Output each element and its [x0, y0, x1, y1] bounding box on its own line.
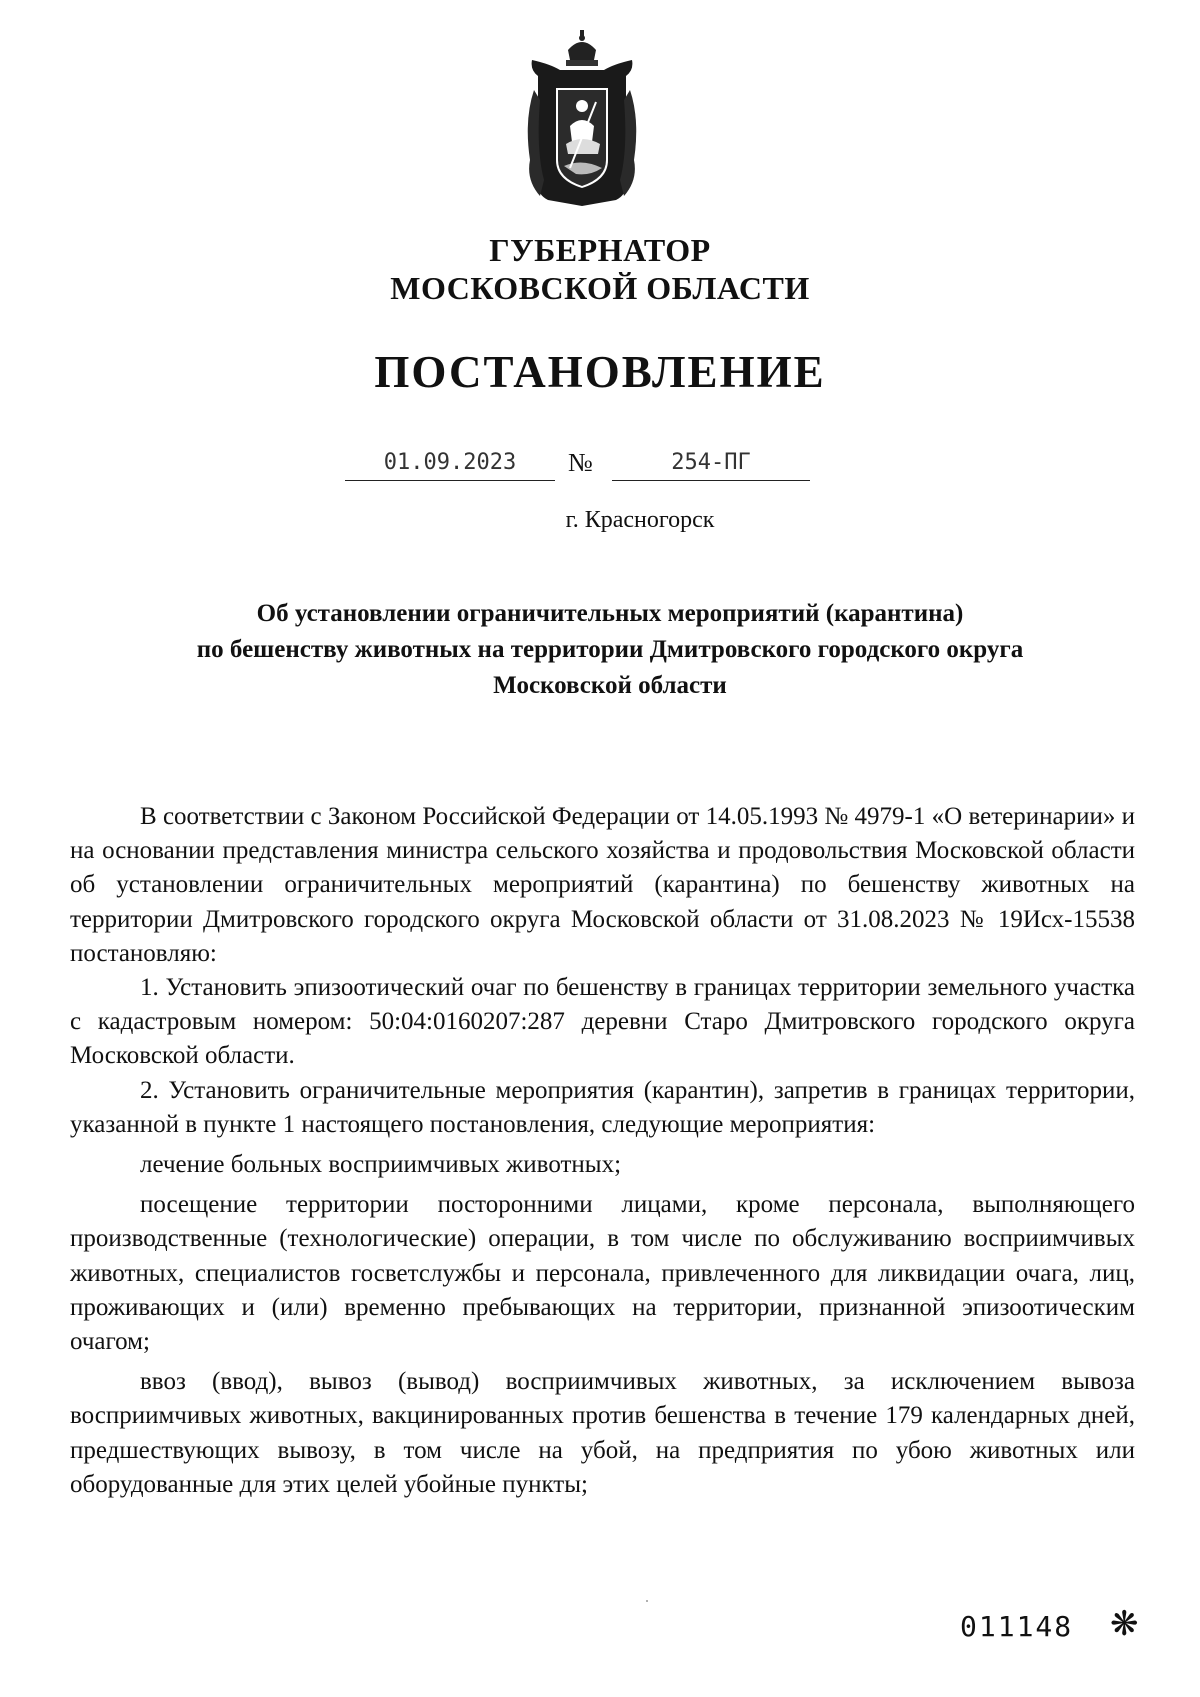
title-line: по бешенству животных на территории Дмитровского городского округа [196, 636, 1024, 663]
body-paragraph: лечение больных восприимчивых животных; [140, 1151, 622, 1179]
number-sign: № [568, 448, 593, 477]
title-line: Московской области [493, 672, 727, 699]
body-paragraph: 1. Установить эпизоотический очаг по бешенству в границах территории земельного участка с кадастровым номером: 50:04:0160207:287 деревни Старо Дмитровского городского округа Московской области. [70, 974, 1135, 1070]
asterisk-mark-icon: ❋ [1110, 1604, 1139, 1644]
date-number-line [0, 448, 1200, 488]
body-paragraph: ввоз (ввод), вывоз (вывод) восприимчивых животных, за исключением вывоза восприимчивых животных, вакцинированных против бешенства в течение 179 календарных дней, предшествующих вывозу, в том числе на убой, на предприятия по убою животных или оборудованные для этих целей убойные пункты; [70, 1368, 1135, 1498]
authority-line-1: ГУБЕРНАТОР [489, 232, 711, 268]
title-line: Об установлении ограничительных мероприятий (карантина) [256, 600, 964, 627]
serial-number: 011148 [960, 1610, 1074, 1643]
body-paragraph: посещение территории посторонними лицами, кроме персонала, выполняющего производственные (технологические) операции, в том числе по обслуживанию восприимчивых животных, специалистов госветслужбы и персонала, привлеченного для ликвидации очага, лиц, проживающих и (или) временно пребывающих на территории, признанной эпизоотическим очагом; [70, 1191, 1135, 1356]
decree-body [70, 800, 1135, 1502]
city-name: г. Красногорск [565, 507, 715, 533]
coat-of-arms-icon [520, 30, 644, 208]
body-paragraph: В соответствии с Законом Российской Федерации от 14.05.1993 № 4979-1 «О ветеринарии» и на основании представления министра сельского хозяйства и продовольствия Московской области об установлении ограничительных мероприятий (карантина) по бешенству животных на территории Дмитровского городского округа Московской области от 31.08.2023 № 19Исх-15538 постановляю: [70, 803, 1135, 967]
decree-number: 254-ПГ [612, 448, 810, 481]
document-type-heading: ПОСТАНОВЛЕНИЕ [374, 347, 826, 397]
decree-date: 01.09.2023 [345, 448, 555, 481]
body-paragraph: 2. Установить ограничительные мероприятия (карантин), запретив в границах территории, указанной в пункте 1 настоящего постановления, следующие мероприятия: [70, 1076, 1135, 1138]
authority-line-2: МОСКОВСКОЙ ОБЛАСТИ [390, 270, 810, 306]
decree-title [90, 596, 1130, 704]
scan-speck [646, 1600, 648, 1602]
